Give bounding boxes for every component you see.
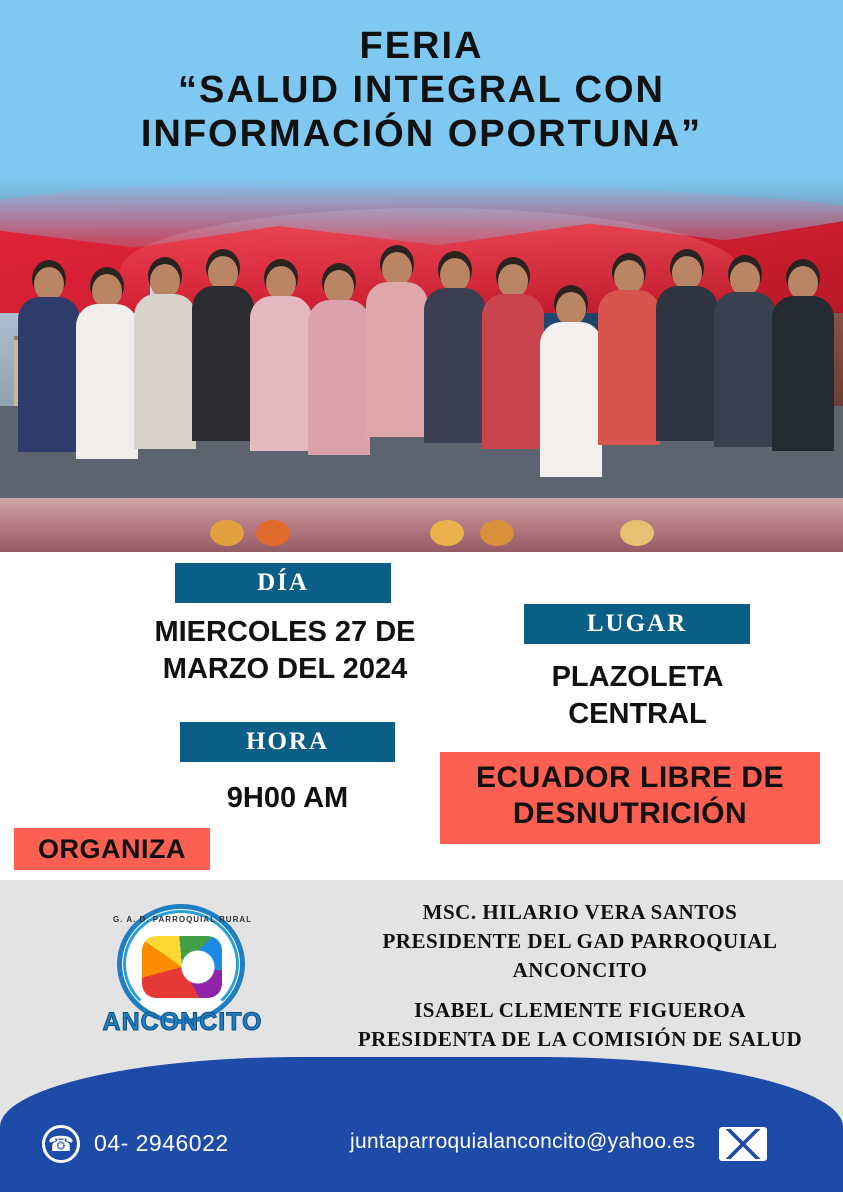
value-lugar: PLAZOLETA CENTRAL [551,661,724,730]
event-details [0,552,843,880]
person-body [424,288,486,443]
person-body [308,300,370,455]
people-group [0,250,843,500]
person-head [150,264,180,298]
person [366,252,428,442]
title-line-2: “SALUD INTEGRAL CON [178,69,665,111]
person-body [772,296,834,451]
person-head [614,260,644,294]
person-body [482,294,544,449]
event-photo [0,178,843,558]
credit-line: PRESIDENTE DEL GAD PARROQUIAL [382,929,778,953]
person-head [34,267,64,301]
person [424,258,486,442]
person-body [714,292,776,447]
person-head [788,266,818,300]
person [18,267,80,442]
gad-anconcito-logo [95,904,270,1039]
person [772,266,834,442]
person-body [656,286,718,441]
title-line-1: FERIA [359,25,484,67]
food-table [0,498,843,558]
person [192,256,254,442]
food-item [210,520,244,546]
email-address[interactable]: juntaparroquialanconcito@yahoo.es [350,1130,696,1153]
footer-contacts [0,1097,843,1192]
value-hora: 9H00 AM [226,782,349,814]
phone-icon: ☎ [42,1125,80,1163]
person-body [192,286,254,441]
person [134,264,196,442]
organiza-badge: ORGANIZA [14,828,210,870]
label-dia: DÍA [175,563,391,603]
person-head [208,256,238,290]
person-head [266,266,296,300]
person-body [18,297,80,452]
credit-health-commission [330,996,830,1054]
person-body [134,294,196,449]
person [482,264,544,442]
person-head [382,252,412,286]
person-head [730,262,760,296]
person [540,292,602,442]
person-body [598,290,660,445]
footer-band [0,1057,843,1192]
person-head [672,256,702,290]
logo-mark-icon [142,936,222,998]
person [714,262,776,442]
value-dia: MIERCOLES 27 DE MARZO DEL 2024 [154,616,416,685]
slogan-badge: ECUADOR LIBRE DE DESNUTRICIÓN [440,752,820,844]
person-body [540,322,602,477]
person-body [366,282,428,437]
label-hora: HORA [180,722,395,762]
mail-icon [719,1127,767,1161]
food-item [430,520,464,546]
person-head [556,292,586,326]
person-head [498,264,528,298]
credit-line: PRESIDENTA DE LA COMISIÓN DE SALUD [357,1027,803,1051]
credit-line: MSC. HILARIO VERA SANTOS [422,900,738,924]
food-item [620,520,654,546]
person [598,260,660,442]
person-body [76,304,138,459]
label-lugar: LUGAR [524,604,750,644]
food-item [480,520,514,546]
person [656,256,718,442]
person-head [324,270,354,304]
person [76,274,138,442]
credit-line: ISABEL CLEMENTE FIGUEROA [414,998,746,1022]
logo-top-text: G. A. D. PARROQUIAL RURAL [112,915,253,924]
person [250,266,312,442]
credit-president [330,898,830,985]
person-body [250,296,312,451]
phone-number[interactable]: 04- 2946022 [94,1130,229,1156]
title-line-3: INFORMACIÓN OPORTUNA” [140,113,703,155]
person-head [92,274,122,308]
person [308,270,370,442]
credit-line: ANCONCITO [512,958,648,982]
logo-name: ANCONCITO [102,1008,263,1036]
person-head [440,258,470,292]
food-item [256,520,290,546]
page-title [0,24,843,156]
